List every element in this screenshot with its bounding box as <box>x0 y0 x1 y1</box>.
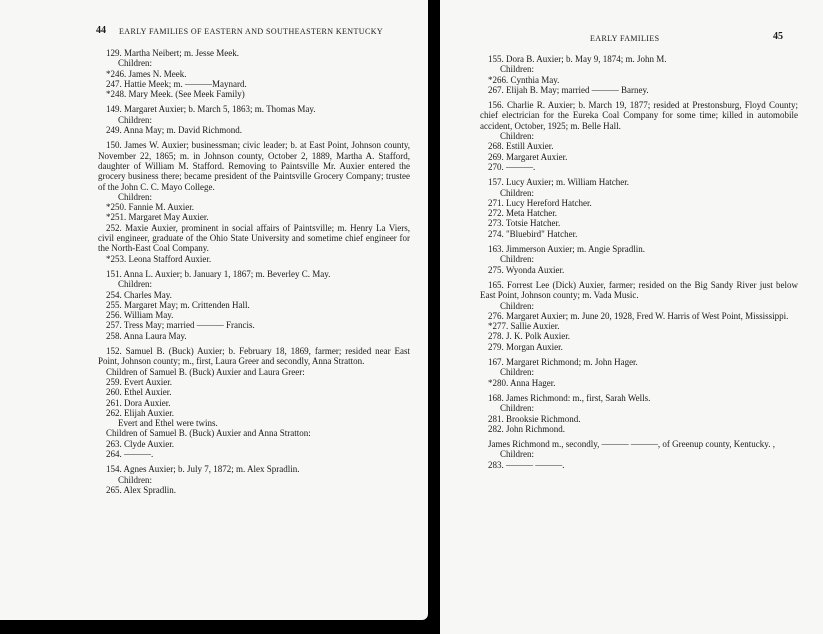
entry-line: *250. Fannie M. Auxier. <box>106 202 194 213</box>
entry-paragraph: 156. Charlie R. Auxier; b. March 19, 1877; resided at Prestonsburg, Floyd County; chief electrician for the Eureka Coal Company for some time; killed in automobile accident, October, 1925; m. Belle Hall. <box>480 100 798 131</box>
entry-line: 279. Morgan Auxier. <box>488 341 563 352</box>
entry-line: 273. Totsie Hatcher. <box>488 218 561 229</box>
entry-line: 278. J. K. Polk Auxier. <box>488 331 571 342</box>
entry-line: *253. Leona Stafford Auxier. <box>106 253 212 264</box>
entry-line: 275. Wyonda Auxier. <box>488 264 565 275</box>
entry-line: Children: <box>500 187 534 198</box>
right-page <box>440 0 823 634</box>
entry-line: 167. Margaret Richmond; m. John Hager. <box>488 357 638 368</box>
page-number: 44 <box>96 25 106 36</box>
entry-paragraph: 165. Forrest Lee (Dick) Auxier, farmer; resided on the Big Sandy River just below East Point, Johnson county; m. Vada Music. <box>480 279 798 301</box>
entry-line: 267. Elijah B. May; married ——— Barney. <box>488 84 649 95</box>
entry-paragraph: 276. Margaret Auxier; m. June 20, 1928, Fred W. Harris of West Point, Mississippi. <box>488 310 789 321</box>
entry-line: 247. Hattie Meek; m. ———Maynard. <box>106 78 247 89</box>
entry-paragraph: 150. James W. Auxier; businessman; civic leader; b. at East Point, Johnson county, November 22, 1865; m. in Johnson county, October 2, 1889, Martha A. Stafford, daughter of William M. Stafford. Removing to Paintsville Mr. Auxier entered the grocery business there; became president of the Paintsville Grocery Company; trustee of the John C. C. Mayo College. <box>98 140 410 192</box>
entry-line: 270. ———. <box>488 161 536 172</box>
entry-line: Children of Samuel B. (Buck) Auxier and Anna Stratton: <box>106 428 311 439</box>
entry-line: 263. Clyde Auxier. <box>106 438 174 449</box>
entry-line: Children: <box>500 64 534 75</box>
entry-line: Children: <box>118 474 152 485</box>
entry-paragraph: 252. Maxie Auxier, prominent in social affairs of Paintsville; m. Henry La Viers, civil engineer, graduate of the Ohio State University and sometime chief engineer for the North-East Coal Company. <box>98 222 410 254</box>
entry-line: 155. Dora B. Auxier; b. May 9, 1874; m. John M. <box>488 54 667 64</box>
entry-line: Children: <box>118 114 152 125</box>
text-column <box>480 54 798 470</box>
entry-line: 268. Estill Auxier. <box>488 141 554 152</box>
entry-line: 269. Margaret Auxier. <box>488 151 568 162</box>
text-column <box>98 48 410 495</box>
entry-line: 163. Jimmerson Auxier; m. Angie Spradlin. <box>488 244 645 255</box>
entry-line: Children of Samuel B. (Buck) Auxier and Laura Greer: <box>106 366 305 377</box>
entry-line: 264. ———. <box>106 448 154 459</box>
entry-line: 260. Ethel Auxier. <box>106 387 172 398</box>
entry-line: 258. Anna Laura May. <box>106 330 187 341</box>
entry-line: 257. Tress May; married ——— Francis. <box>106 320 255 331</box>
entry-paragraph: 152. Samuel B. (Buck) Auxier; b. February 18, 1869, farmer; resided near East Point, Johnson county; m., first, Laura Greer and secondly, Anna Stratton. <box>98 346 410 367</box>
entry-line: Children: <box>500 449 534 460</box>
entry-line: *248. Mary Meek. (See Meek Family) <box>106 89 245 100</box>
running-head: EARLY FAMILIES <box>590 34 660 43</box>
page-number: 45 <box>773 31 783 42</box>
entry-line: 151. Anna L. Auxier; b. January 1, 1867; m. Beverley C. May. <box>106 268 331 279</box>
entry-line: 261. Dora Auxier. <box>106 397 171 408</box>
entry-line: 272. Meta Hatcher. <box>488 208 557 219</box>
entry-line: Children: <box>118 279 152 290</box>
entry-line: *277. Sallie Auxier. <box>488 321 560 332</box>
entry-line: Children: <box>500 367 534 378</box>
entry-line: Children: <box>500 300 534 311</box>
entry-line: 249. Anna May; m. David Richmond. <box>106 125 242 136</box>
entry-line: Children: <box>118 191 152 202</box>
running-head: EARLY FAMILIES OF EASTERN AND SOUTHEASTERN KENTUCKY <box>119 27 384 36</box>
entry-line: 254. Charles May. <box>106 289 172 300</box>
entry-line: Evert and Ethel were twins. <box>118 418 218 429</box>
entry-line: 157. Lucy Auxier; m. William Hatcher. <box>488 177 629 188</box>
entry-line: 281. Brooksie Richmond. <box>488 413 581 424</box>
entry-line: 256. William May. <box>106 310 174 321</box>
entry-line: 154. Agnes Auxier; b. July 7, 1872; m. Alex Spradlin. <box>106 464 300 475</box>
entry-line: 129. Martha Neibert; m. Jesse Meek. <box>106 48 239 58</box>
entry-line: *251. Margaret May Auxier. <box>106 212 209 223</box>
entry-line: 271. Lucy Hereford Hatcher. <box>488 197 592 208</box>
entry-line: 255. Margaret May; m. Crittenden Hall. <box>106 299 250 310</box>
entry-line: 265. Alex Spradlin. <box>106 484 176 495</box>
entry-line: *280. Anna Hager. <box>488 377 556 388</box>
entry-paragraph: James Richmond m., secondly, ——— ———, of Greenup county, Kentucky. , <box>488 439 775 450</box>
entry-line: 168. James Richmond: m., first, Sarah Wells. <box>488 392 651 403</box>
entry-line: 262. Elijah Auxier. <box>106 407 174 418</box>
entry-line: *246. James N. Meek. <box>106 68 187 79</box>
entry-line: 274. "Bluebird" Hatcher. <box>488 228 578 239</box>
entry-line: 282. John Richmond. <box>488 423 566 434</box>
entry-line: 259. Evert Auxier. <box>106 376 172 387</box>
entry-line: Children: <box>500 131 534 142</box>
entry-line: Children: <box>500 403 534 414</box>
entry-line: Children: <box>500 254 534 265</box>
entry-line: Children: <box>118 58 152 69</box>
entry-line: 149. Margaret Auxier; b. March 5, 1863; m. Thomas May. <box>106 104 316 115</box>
entry-line: 283. ——— ———. <box>488 459 565 470</box>
entry-line: *266. Cynthia May. <box>488 74 560 85</box>
